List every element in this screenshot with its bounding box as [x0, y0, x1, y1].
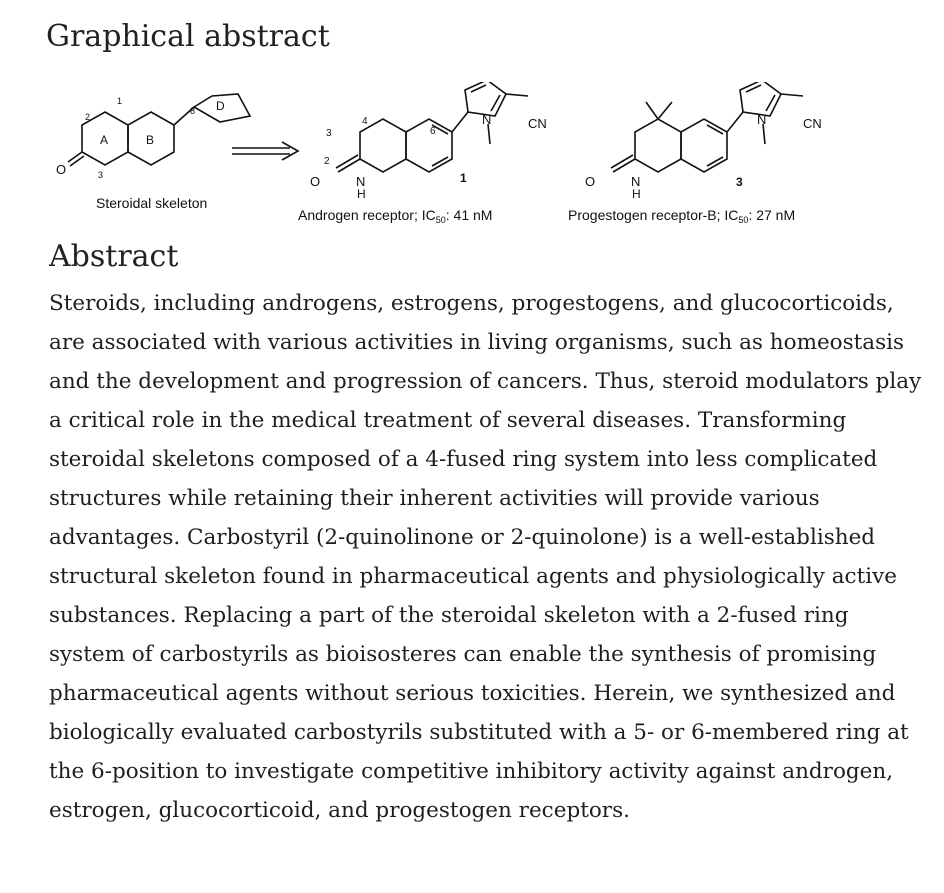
compound-1-pyrrole-nitrogen: N — [482, 112, 492, 127]
steroid-oxygen-label: O — [56, 162, 67, 177]
compound-3-caption: Progestogen receptor-B; $IC_{50}$: 27 nM — [568, 207, 796, 225]
steroid-number-8: 8 — [190, 106, 196, 116]
compound-3-nitrogen-label: N — [631, 174, 641, 189]
compound-1-nitrogen-label: N — [356, 174, 366, 189]
compound-1-position-6: 6 — [430, 126, 436, 137]
abstract-heading: Abstract — [49, 239, 179, 274]
compound-3-number: 3 — [736, 175, 743, 189]
compound-1-hydrogen-label: H — [357, 187, 366, 201]
ring-b-label: B — [146, 133, 155, 147]
steroid-number-3: 3 — [98, 170, 104, 180]
compound-1-position-2: 2 — [324, 156, 330, 167]
ring-d-label: D — [216, 99, 225, 113]
compound-3-hydrogen-label: H — [632, 187, 641, 201]
steroid-number-2: 2 — [85, 112, 91, 122]
compound-1-position-3: 3 — [326, 128, 332, 139]
compound-1-oxygen-label: O — [310, 174, 321, 189]
compound-1-caption: Androgen receptor; $IC_{50}$: 41 nM — [298, 207, 493, 225]
compound-3-oxygen-label: O — [585, 174, 596, 189]
steroid-skeleton-label: Steroidal skeleton — [96, 195, 208, 211]
compound-3-pyrrole-nitrogen: N — [757, 112, 767, 127]
compound-3-nitrile-label: CN — [803, 116, 822, 131]
steroid-number-1: 1 — [117, 96, 123, 106]
compound-1-number: 1 — [460, 171, 467, 185]
abstract-text: Steroids, including androgens, estrogens, progestogens, and glucocorticoids, are associated with various activities in living organisms, such as homeostasis and the development and progression of cancers. Thus, steroid modulators play a critical role in the medical treatment of several diseases. Transforming steroidal skeletons composed of a 4-fused ring system into less complicated structures while retaining their inherent activities will provide various advantages. Carbostyril (2-quinolinone or 2-quinolone) is a well-established structural skeleton found in pharmaceutical agents and physiologically active substances. Replacing a part of the steroidal skeleton with a 2-fused ring system of carbostyrils as bioisosteres can enable the synthesis of promising pharmaceutical agents without serious toxicities. Herein, we synthesized and biologically evaluated carbostyrils substituted with a 5- or 6-membered ring at the 6-position to investigate competitive inhibitory activity against androgen, estrogen, glucocorticoid, and progestogen receptors. — [49, 291, 922, 823]
compound-1-position-4: 4 — [362, 116, 368, 127]
ring-a-label: A — [100, 133, 109, 147]
graphical-abstract-heading: Graphical abstract — [46, 19, 330, 54]
graphical-abstract-figure — [40, 82, 870, 232]
compound-1-nitrile-label: CN — [528, 116, 547, 131]
